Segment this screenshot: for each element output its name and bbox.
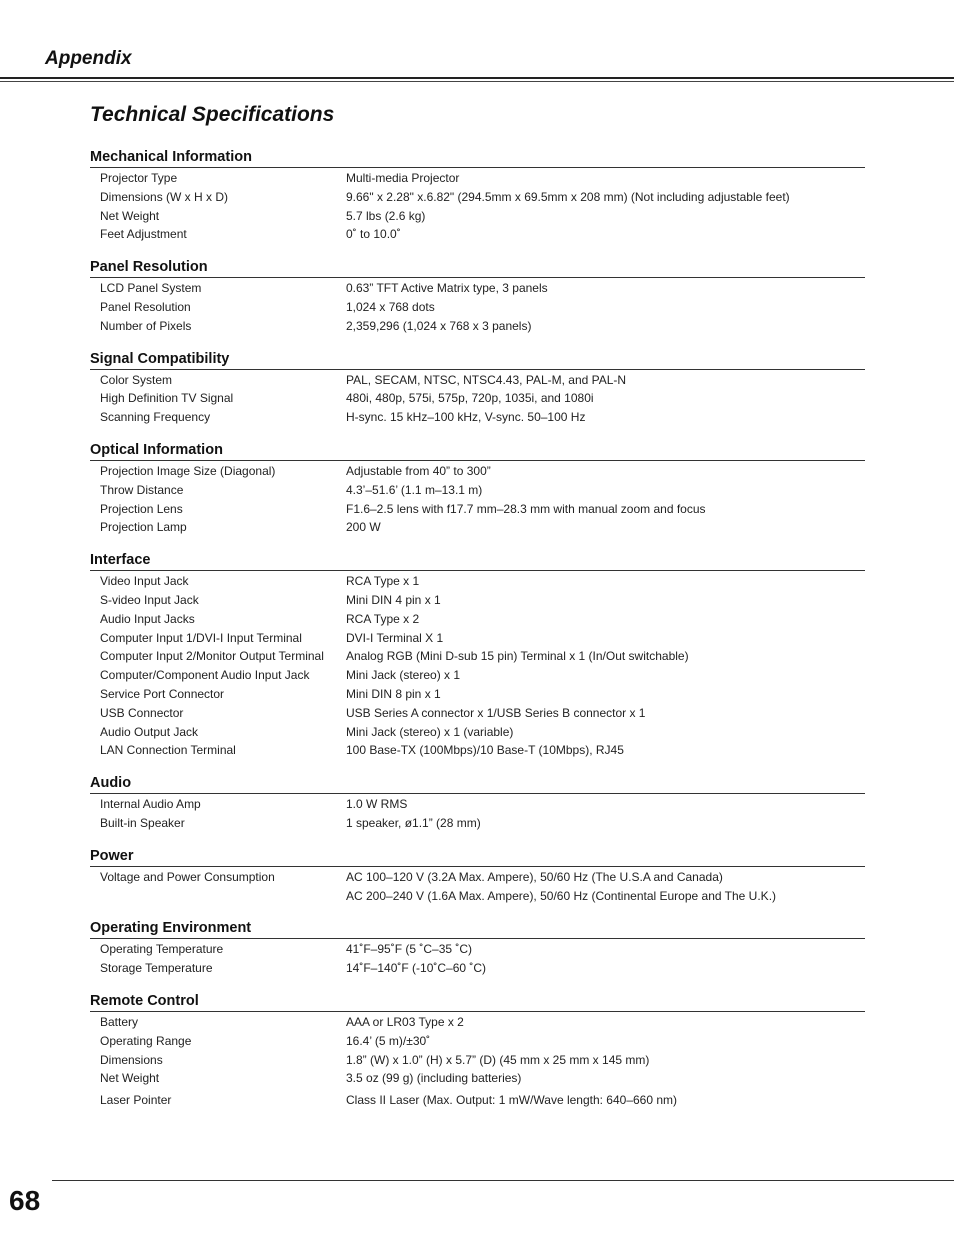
spec-row: [90, 1051, 865, 1070]
spec-label: Panel Resolution: [100, 299, 191, 314]
spec-label: Computer Input 2/Monitor Output Terminal: [100, 649, 324, 664]
spec-value: 1,024 x 768 dots: [346, 299, 435, 314]
spec-row: [90, 188, 865, 207]
spec-value: 14˚F–140˚F (-10˚C–60 ˚C): [346, 961, 487, 976]
spec-label: Projection Lamp: [100, 520, 187, 535]
spec-value: 0.63” TFT Active Matrix type, 3 panels: [346, 281, 548, 296]
spec-label: Internal Audio Amp: [100, 797, 201, 812]
page-title: Technical Specifications: [90, 103, 335, 126]
spec-row: [90, 279, 865, 298]
spec-value: 0˚ to 10.0˚: [346, 227, 401, 242]
section-heading: Remote Control: [90, 992, 865, 1012]
spec-value: Analog RGB (Mini D-sub 15 pin) Terminal x 1 (In/Out switchable): [346, 649, 689, 664]
spec-row: [90, 408, 865, 427]
spec-value: 4.3’–51.6’ (1.1 m–13.1 m): [346, 482, 483, 497]
spec-value: 100 Base-TX (100Mbps)/10 Base-T (10Mbps), RJ45: [346, 743, 624, 758]
spec-value: USB Series A connector x 1/USB Series B connector x 1: [346, 705, 646, 720]
spec-section: [90, 992, 865, 1110]
spec-row: [90, 1069, 865, 1088]
spec-row: [90, 591, 865, 610]
spec-value: PAL, SECAM, NTSC, NTSC4.43, PAL-M, and PAL-N: [346, 372, 627, 387]
spec-section: [90, 847, 865, 906]
spec-row: [90, 1032, 865, 1051]
spec-value: 200 W: [346, 520, 381, 535]
spec-value: 16.4’ (5 m)/±30˚: [346, 1033, 431, 1048]
spec-value: 480i, 480p, 575i, 575p, 720p, 1035i, and 1080i: [346, 391, 594, 406]
spec-label: Service Port Connector: [100, 686, 225, 701]
section-heading: Operating Environment: [90, 919, 865, 939]
spec-value: Mini DIN 8 pin x 1: [346, 686, 441, 701]
spec-label: Operating Temperature: [100, 942, 224, 957]
spec-row: [90, 685, 865, 704]
spec-label: Number of Pixels: [100, 318, 192, 333]
spec-label: Dimensions: [100, 1052, 163, 1067]
spec-label: Computer Input 1/DVI-I Input Terminal: [100, 630, 302, 645]
spec-row: [90, 462, 865, 481]
spec-row: [90, 795, 865, 814]
spec-section: [90, 258, 865, 335]
spec-row: [90, 389, 865, 408]
spec-row: [90, 317, 865, 336]
spec-row: [90, 225, 865, 244]
spec-value: Mini Jack (stereo) x 1 (variable): [346, 724, 514, 739]
spec-value: Multi-media Projector: [346, 171, 460, 185]
spec-label: Laser Pointer: [100, 1093, 172, 1108]
spec-value: DVI-I Terminal X 1: [346, 630, 444, 645]
appendix-header: [0, 46, 954, 86]
spec-value: 3.5 oz (99 g) (including batteries): [346, 1071, 522, 1086]
spec-row: [90, 371, 865, 390]
spec-label: Projection Lens: [100, 501, 183, 516]
spec-row: [90, 481, 865, 500]
spec-value: Mini Jack (stereo) x 1: [346, 668, 461, 683]
spec-label: LCD Panel System: [100, 281, 202, 296]
spec-value: 2,359,296 (1,024 x 768 x 3 panels): [346, 318, 532, 333]
spec-label: Throw Distance: [100, 482, 184, 497]
spec-value: Mini DIN 4 pin x 1: [346, 592, 441, 607]
spec-label: Voltage and Power Consumption: [100, 869, 275, 884]
spec-label: [90, 887, 346, 906]
page-number: 68: [9, 1185, 41, 1216]
spec-row: [90, 814, 865, 833]
spec-value: 1 speaker, ø1.1” (28 mm): [346, 815, 481, 830]
spec-value: F1.6–2.5 lens with f17.7 mm–28.3 mm with manual zoom and focus: [346, 501, 706, 516]
spec-label: Video Input Jack: [100, 574, 189, 589]
section-heading: Signal Compatibility: [90, 350, 865, 370]
spec-value: 9.66" x 2.28" x.6.82" (294.5mm x 69.5mm x 208 mm) (Not including adjustable feet): [346, 189, 790, 204]
spec-label: Audio Output Jack: [100, 724, 199, 739]
spec-label: Audio Input Jacks: [100, 611, 195, 626]
spec-value: 41˚F–95˚F (5 ˚C–35 ˚C): [346, 942, 473, 957]
spec-section: [90, 441, 865, 537]
footer-rule: [52, 1180, 954, 1181]
spec-row: [90, 298, 865, 317]
spec-section: [90, 148, 865, 244]
spec-value: 1.0 W RMS: [346, 797, 408, 812]
spec-value: RCA Type x 2: [346, 611, 420, 626]
spec-row: [90, 518, 865, 537]
spec-label: Scanning Frequency: [100, 410, 211, 425]
spec-label: Operating Range: [100, 1033, 192, 1048]
spec-row: [90, 1091, 865, 1110]
spec-label: Battery: [100, 1014, 139, 1029]
spec-value: AC 100–120 V (3.2A Max. Ampere), 50/60 Hz (The U.S.A and Canada): [346, 869, 723, 884]
spec-value: Adjustable from 40” to 300”: [346, 463, 491, 478]
spec-row: [90, 887, 865, 906]
spec-row: [90, 500, 865, 519]
spec-label: LAN Connection Terminal: [100, 743, 236, 758]
spec-section: [90, 774, 865, 833]
spec-section: [90, 350, 865, 427]
spec-row: [90, 723, 865, 742]
spec-row: [90, 1013, 865, 1032]
spec-row: [90, 940, 865, 959]
section-heading: Panel Resolution: [90, 258, 865, 278]
section-heading: Interface: [90, 551, 865, 571]
spec-row: [90, 868, 865, 887]
section-heading: Optical Information: [90, 441, 865, 461]
section-heading: Mechanical Information: [90, 148, 865, 168]
spec-label: Color System: [100, 372, 173, 387]
header-rule-thin: [0, 81, 954, 82]
spec-row: [90, 741, 865, 760]
spec-label: Net Weight: [100, 1071, 160, 1086]
spec-section: [90, 919, 865, 978]
spec-label: Net Weight: [100, 208, 160, 223]
spec-row: [90, 169, 865, 188]
spec-value: 1.8” (W) x 1.0” (H) x 5.7” (D) (45 mm x 25 mm x 145 mm): [346, 1052, 650, 1067]
spec-row: [90, 704, 865, 723]
spec-label: Feet Adjustment: [100, 227, 187, 242]
spec-value: RCA Type x 1: [346, 574, 420, 589]
specifications-list: [90, 148, 865, 1124]
spec-row: [90, 666, 865, 685]
spec-label: S-video Input Jack: [100, 592, 199, 607]
spec-label: Projection Image Size (Diagonal): [100, 463, 276, 478]
spec-label: Storage Temperature: [100, 961, 213, 976]
spec-row: [90, 959, 865, 978]
spec-row: [90, 207, 865, 226]
spec-label: Dimensions (W x H x D): [100, 189, 229, 204]
spec-row: [90, 610, 865, 629]
spec-section: [90, 551, 865, 760]
spec-value: Class II Laser (Max. Output: 1 mW/Wave length: 640–660 nm): [346, 1093, 678, 1108]
spec-value: AAA or LR03 Type x 2: [346, 1014, 464, 1029]
spec-row: [90, 629, 865, 648]
spec-label: High Definition TV Signal: [100, 391, 234, 406]
spec-row: [90, 572, 865, 591]
header-rule: [0, 77, 954, 79]
spec-value: AC 200–240 V (1.6A Max. Ampere), 50/60 Hz (Continental Europe and The U.K.): [346, 888, 777, 903]
section-heading: Audio: [90, 774, 865, 794]
spec-value: 5.7 lbs (2.6 kg): [346, 208, 426, 223]
spec-label: Projector Type: [100, 171, 178, 185]
spec-value: H-sync. 15 kHz–100 kHz, V-sync. 50–100 Hz: [346, 410, 586, 425]
section-heading: Power: [90, 847, 865, 867]
spec-label: USB Connector: [100, 705, 184, 720]
spec-label: Built-in Speaker: [100, 815, 185, 830]
spec-label: Computer/Component Audio Input Jack: [100, 668, 310, 683]
appendix-label: Appendix: [45, 48, 132, 69]
spec-row: [90, 647, 865, 666]
